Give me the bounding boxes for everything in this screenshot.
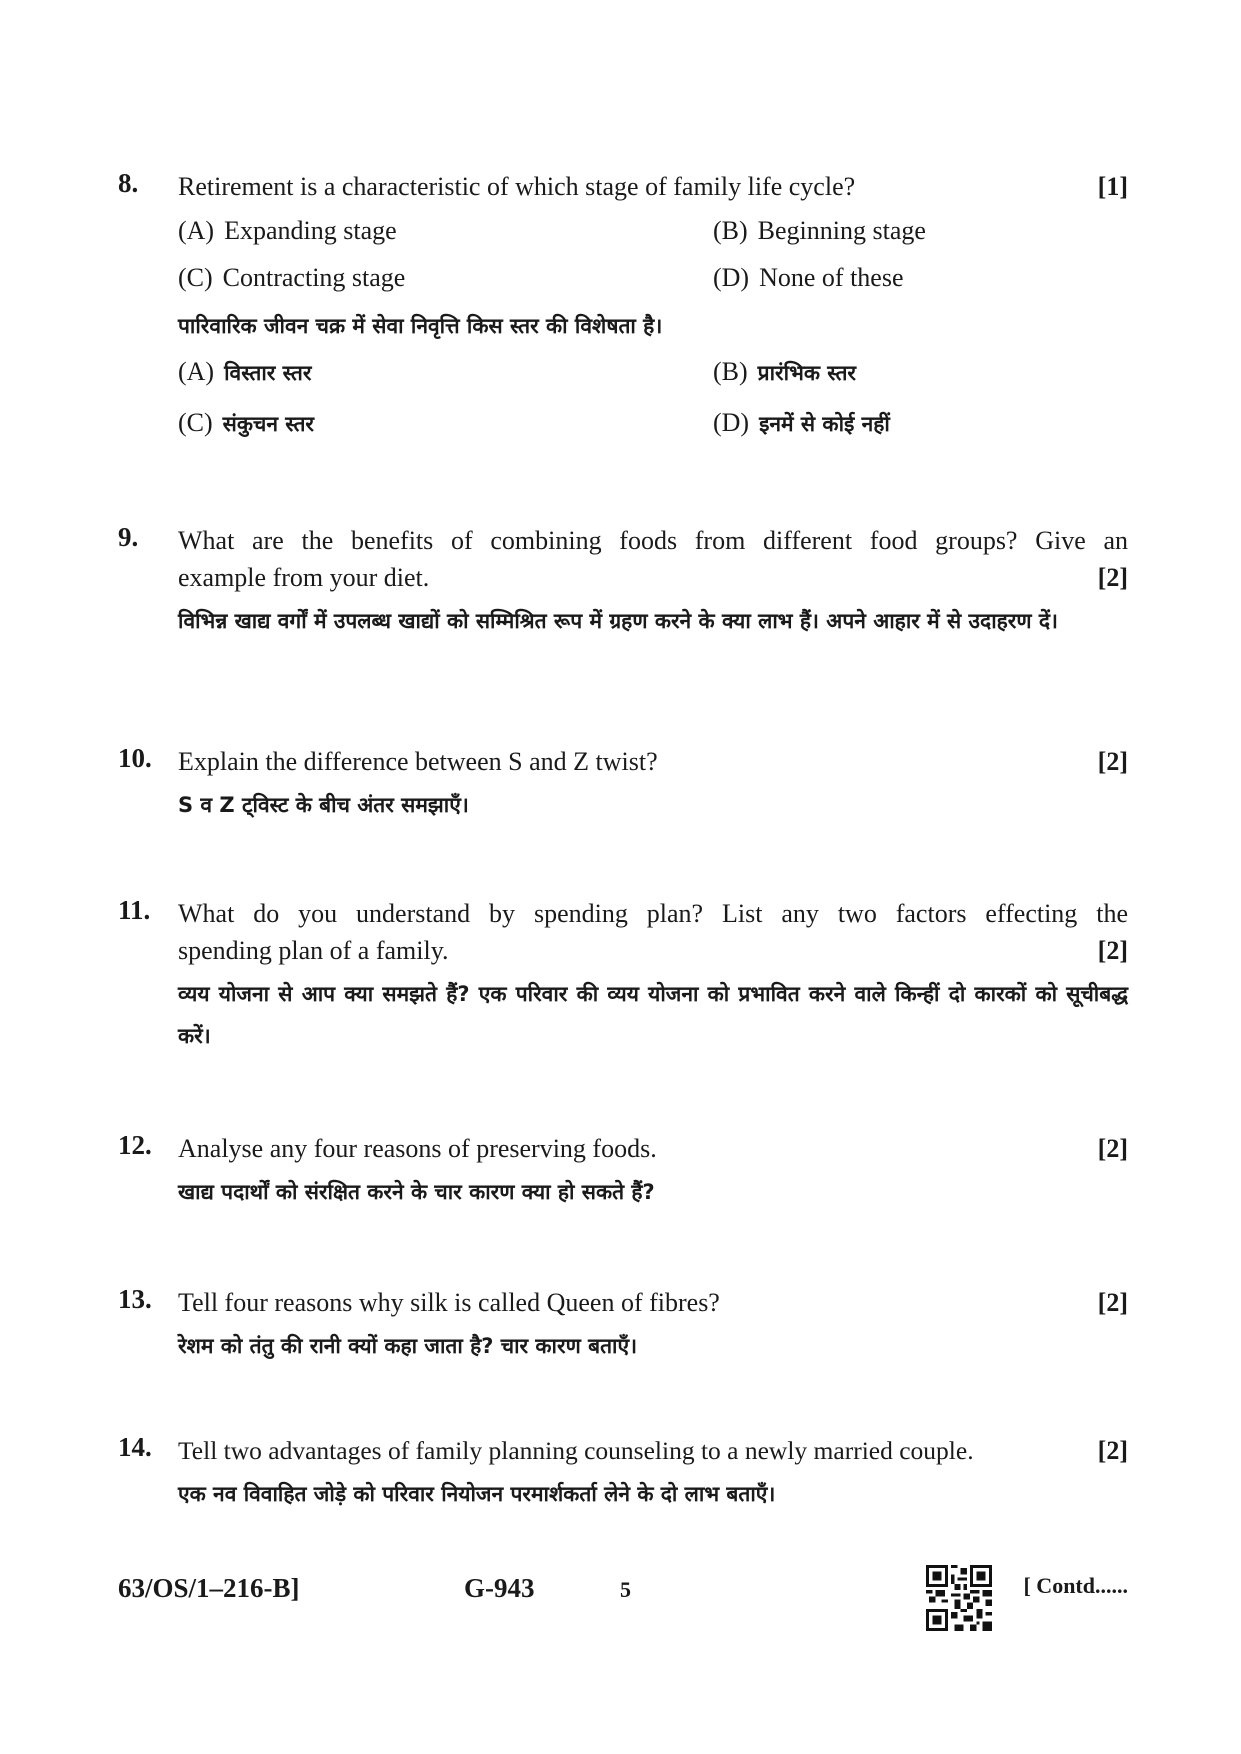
question-text-en: Explain the difference between S and Z twist? — [178, 747, 658, 776]
question-text-en: Analyse any four reasons of preserving foods. — [178, 1134, 657, 1163]
question-8 — [118, 168, 1128, 449]
question-text-hi: एक नव विवाहित जोड़े को परिवार नियोजन परमार्शकर्ता लेने के दो लाभ बताएँ। — [178, 1482, 776, 1506]
page-number: 5 — [620, 1577, 631, 1602]
question-text-en-line2: spending plan of a family. — [178, 936, 449, 965]
question-text-hi: खाद्य पदार्थों को संरक्षित करने के चार कारण क्या हो सकते हैं? — [178, 1180, 655, 1204]
question-number: 9. — [118, 522, 139, 552]
option-d-en: (D) None of these — [713, 263, 904, 292]
question-number: 12. — [118, 1130, 152, 1160]
question-text-hi: S व Z ट्विस्ट के बीच अंतर समझाएँ। — [178, 793, 469, 817]
question-number: 10. — [118, 743, 152, 773]
marks: [2] — [1097, 747, 1128, 776]
question-9 — [118, 522, 1128, 642]
question-text-en: Retirement is a characteristic of which stage of family life cycle? — [178, 172, 856, 201]
question-text-en-line2: example from your diet. — [178, 563, 430, 592]
option-b-en: (B) Beginning stage — [713, 216, 926, 245]
series-code: G-943 — [464, 1573, 535, 1603]
question-text-hi: व्यय योजना से आप क्या समझते हैं? एक परिवार की व्यय योजना को प्रभावित करने वाले किन्हीं दो कारकों को सूचीबद्ध करें। — [178, 982, 1128, 1048]
question-10 — [118, 743, 1128, 826]
question-number: 14. — [118, 1432, 152, 1462]
question-text-en-line1: What are the benefits of combining foods from different food groups? Give an — [178, 526, 1128, 555]
question-14 — [118, 1432, 1128, 1515]
question-text-hi: रेशम को तंतु की रानी क्यों कहा जाता है? चार कारण बताएँ। — [178, 1334, 638, 1358]
option-b-hi: (B) प्रारंभिक स्तर — [713, 357, 857, 386]
qr-code-icon — [926, 1565, 992, 1631]
option-a-en: (A) Expanding stage — [178, 216, 397, 245]
marks: [1] — [1097, 172, 1128, 201]
option-d-hi: (D) इनमें से कोई नहीं — [713, 408, 890, 437]
paper-code: 63/OS/1–216-B] — [118, 1573, 300, 1603]
question-text-hi: पारिवारिक जीवन चक्र में सेवा निवृत्ति किस स्तर की विशेषता है। — [178, 314, 663, 338]
question-number: 13. — [118, 1284, 152, 1314]
question-number: 8. — [118, 168, 139, 198]
question-text-en-line1: What do you understand by spending plan? List any two factors effecting the — [178, 899, 1128, 928]
question-text-en: Tell two advantages of family planning counseling to a newly married couple. — [178, 1436, 974, 1465]
question-13 — [118, 1284, 1128, 1367]
marks: [2] — [1097, 563, 1128, 592]
marks: [2] — [1097, 936, 1128, 965]
question-text-hi: विभिन्न खाद्य वर्गों में उपलब्ध खाद्यों को सम्मिश्रित रूप में ग्रहण करने के क्या लाभ हैं। अपने आहार में से उदाहरण दें। — [178, 609, 1058, 633]
question-11 — [118, 895, 1128, 1057]
option-c-hi: (C) संकुचन स्तर — [178, 408, 315, 437]
marks: [2] — [1097, 1288, 1128, 1317]
question-text-en: Tell four reasons why silk is called Queen of fibres? — [178, 1288, 720, 1317]
option-a-hi: (A) विस्तार स्तर — [178, 357, 312, 386]
marks: [2] — [1097, 1134, 1128, 1163]
continued-label: [ Contd...... — [1023, 1573, 1128, 1598]
option-c-en: (C) Contracting stage — [178, 263, 406, 292]
question-12 — [118, 1130, 1128, 1213]
question-number: 11. — [118, 895, 151, 925]
page-footer — [118, 1565, 1128, 1615]
marks: [2] — [1097, 1436, 1128, 1465]
